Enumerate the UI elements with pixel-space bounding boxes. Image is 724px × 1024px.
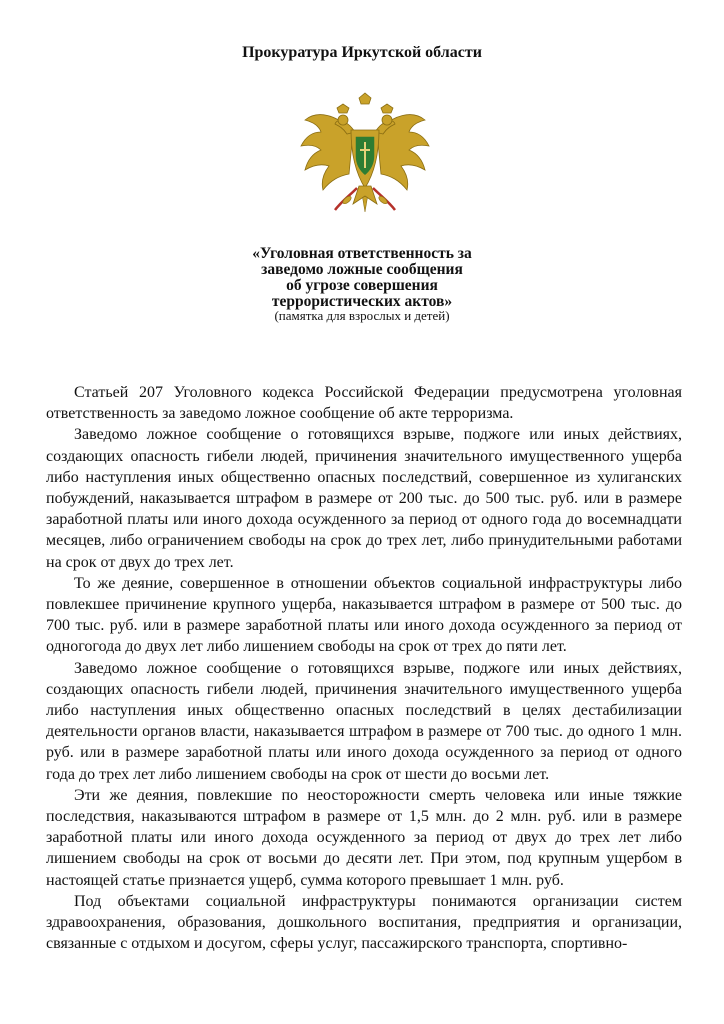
memo-title-line: террористических актов»	[271, 293, 453, 310]
paragraph: Статьей 207 Уголовного кодекса Российской Федерации предусмотрена уголовная ответственность за заведомо ложное сообщение об акте терроризма.	[46, 384, 682, 423]
memo-title-line: «Уголовная ответственность за	[252, 245, 472, 262]
memo-title-line: заведомо ложные сообщения	[261, 261, 463, 278]
paragraph: Заведомо ложное сообщение о готовящихся взрыве, поджоге или иных действиях, создающих опасность гибели людей, причинения значительного имущественного ущерба либо наступления иных общественно опасных последствий, совершенное из хулиганских побуждений, наказывается штрафом в размере от 200 тыс. до 500 тыс. руб. или в размере заработной платы или иного дохода осужденного за период от одного года до восемнадцати месяцев, либо ограничением свободы на срок до трех лет, либо принудительными работами на срок от двух до трех лет.	[46, 426, 682, 571]
double-headed-eagle-emblem-icon	[297, 92, 433, 222]
paragraph: Под объектами социальной инфраструктуры понимаются организации систем здравоохранения, образования, дошкольного воспитания, предприятия и организации, связанные с отдыхом и досугом, сферы услуг, пассажирского транспорта, спортивно-	[46, 892, 682, 953]
organization-header: Прокуратура Иркутской области	[242, 44, 482, 61]
memo-subtitle: (памятка для взрослых и детей)	[274, 308, 450, 323]
memo-title	[0, 246, 724, 310]
paragraph: То же деяние, совершенное в отношении объектов социальной инфраструктуры либо повлекшее причинение крупного ущерба, наказывается штрафом в размере от 500 тыс. до 700 тыс. руб. или в размере заработной платы или иного дохода осужденного за период от одногогода до двух лет либо лишением свободы на срок от трех до пяти лет.	[46, 574, 682, 656]
paragraph: Эти же деяния, повлекшие по неосторожности смерть человека или иные тяжкие последствия, наказываются штрафом в размере от 1,5 млн. до 2 млн. руб. или в размере заработной платы или иного дохода осужденного за период от двух до трех лет либо лишением свободы на срок от восьми до десяти лет. При этом, под крупным ущербом в настоящей статье признается ущерб, сумма которого превышает 1 млн. руб.	[46, 786, 682, 889]
memo-title-line: об угрозе совершения	[286, 277, 438, 294]
document-body	[46, 382, 682, 954]
paragraph: Заведомо ложное сообщение о готовящихся взрыве, поджоге или иных действиях, создающих опасность гибели людей, причинения значительного имущественного ущерба либо наступления иных общественно опасных последствий в целях дестабилизации деятельности органов власти, наказывается штрафом в размере от 700 тыс. до одного 1 млн. руб. или в размере заработной платы или иного дохода осужденного за период от одного года до трех лет либо лишением свободы на срок от шести до восьми лет.	[46, 659, 682, 783]
